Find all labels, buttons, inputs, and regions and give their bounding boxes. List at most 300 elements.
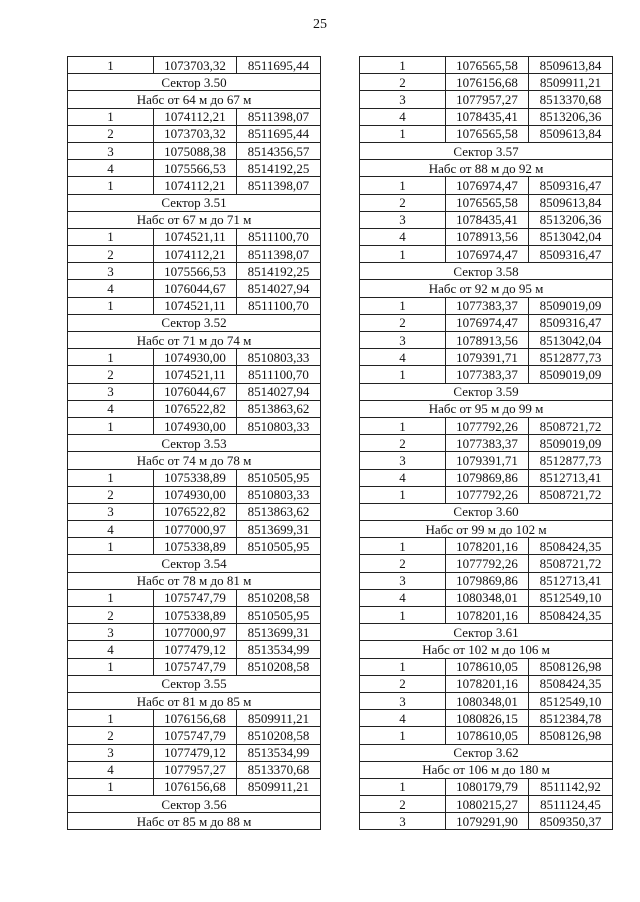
coordinate-row xyxy=(68,538,321,555)
x-coordinate: 1078913,56 xyxy=(446,332,529,349)
x-coordinate: 1075338,89 xyxy=(154,538,237,555)
point-number: 1 xyxy=(360,607,446,624)
coordinate-row xyxy=(360,589,613,606)
x-coordinate: 1075338,89 xyxy=(154,469,237,486)
coordinate-row xyxy=(68,125,321,142)
coordinate-row xyxy=(360,194,613,211)
point-number: 1 xyxy=(68,589,154,606)
height-range: Набс от 67 м до 71 м xyxy=(68,211,321,228)
y-coordinate: 8508126,98 xyxy=(529,658,613,675)
point-number: 4 xyxy=(360,710,446,727)
sector-heading-row xyxy=(68,435,321,452)
point-number: 1 xyxy=(68,658,154,675)
y-coordinate: 8510505,95 xyxy=(237,607,321,624)
y-coordinate: 8510208,58 xyxy=(237,658,321,675)
y-coordinate: 8509613,84 xyxy=(529,194,613,211)
range-heading-row xyxy=(68,332,321,349)
y-coordinate: 8510208,58 xyxy=(237,727,321,744)
point-number: 1 xyxy=(360,125,446,142)
x-coordinate: 1077957,27 xyxy=(154,761,237,778)
range-heading-row xyxy=(360,400,613,417)
range-heading-row xyxy=(68,813,321,830)
range-heading-row xyxy=(68,91,321,108)
coordinate-row xyxy=(360,125,613,142)
sector-heading-row xyxy=(360,744,613,761)
x-coordinate: 1073703,32 xyxy=(154,57,237,74)
page-number: 25 xyxy=(313,17,327,32)
height-range: Набс от 102 м до 106 м xyxy=(360,641,613,658)
point-number: 1 xyxy=(360,778,446,795)
coordinate-row xyxy=(360,211,613,228)
y-coordinate: 8510803,33 xyxy=(237,349,321,366)
sector-heading: Сектор 3.60 xyxy=(360,503,613,520)
x-coordinate: 1076156,68 xyxy=(154,778,237,795)
point-number: 2 xyxy=(360,675,446,692)
point-number: 4 xyxy=(360,228,446,245)
sector-heading-row xyxy=(68,675,321,692)
x-coordinate: 1074112,21 xyxy=(154,108,237,125)
coordinate-row xyxy=(68,641,321,658)
y-coordinate: 8514027,94 xyxy=(237,383,321,400)
y-coordinate: 8513206,36 xyxy=(529,211,613,228)
coordinate-row xyxy=(68,761,321,778)
point-number: 4 xyxy=(68,280,154,297)
coordinate-row xyxy=(68,263,321,280)
x-coordinate: 1075747,79 xyxy=(154,727,237,744)
sector-heading: Сектор 3.51 xyxy=(68,194,321,211)
point-number: 2 xyxy=(360,74,446,91)
x-coordinate: 1075566,53 xyxy=(154,263,237,280)
coordinate-row xyxy=(360,555,613,572)
coordinate-row xyxy=(360,710,613,727)
y-coordinate: 8511100,70 xyxy=(237,366,321,383)
x-coordinate: 1078435,41 xyxy=(446,211,529,228)
y-coordinate: 8513042,04 xyxy=(529,332,613,349)
point-number: 1 xyxy=(68,417,154,434)
coordinate-row xyxy=(360,727,613,744)
coordinate-row xyxy=(360,675,613,692)
coordinate-row xyxy=(360,297,613,314)
point-number: 2 xyxy=(68,727,154,744)
x-coordinate: 1077792,26 xyxy=(446,486,529,503)
point-number: 1 xyxy=(68,297,154,314)
point-number: 4 xyxy=(68,400,154,417)
point-number: 3 xyxy=(360,332,446,349)
y-coordinate: 8508126,98 xyxy=(529,727,613,744)
x-coordinate: 1077792,26 xyxy=(446,417,529,434)
coordinate-row xyxy=(360,778,613,795)
x-coordinate: 1076974,47 xyxy=(446,314,529,331)
point-number: 4 xyxy=(360,589,446,606)
coordinate-row xyxy=(360,349,613,366)
x-coordinate: 1074521,11 xyxy=(154,228,237,245)
coordinate-row xyxy=(68,589,321,606)
x-coordinate: 1076044,67 xyxy=(154,280,237,297)
point-number: 3 xyxy=(68,263,154,280)
y-coordinate: 8514356,57 xyxy=(237,142,321,159)
y-coordinate: 8510505,95 xyxy=(237,469,321,486)
point-number: 1 xyxy=(360,417,446,434)
coordinate-row xyxy=(360,246,613,263)
x-coordinate: 1076522,82 xyxy=(154,503,237,520)
y-coordinate: 8513370,68 xyxy=(237,761,321,778)
sector-heading: Сектор 3.55 xyxy=(68,675,321,692)
point-number: 1 xyxy=(68,469,154,486)
point-number: 1 xyxy=(68,177,154,194)
y-coordinate: 8508721,72 xyxy=(529,555,613,572)
y-coordinate: 8509613,84 xyxy=(529,125,613,142)
coordinate-row xyxy=(68,744,321,761)
point-number: 1 xyxy=(360,727,446,744)
x-coordinate: 1076974,47 xyxy=(446,177,529,194)
y-coordinate: 8513206,36 xyxy=(529,108,613,125)
height-range: Набс от 99 м до 102 м xyxy=(360,521,613,538)
x-coordinate: 1080348,01 xyxy=(446,692,529,709)
point-number: 2 xyxy=(68,607,154,624)
y-coordinate: 8509911,21 xyxy=(237,710,321,727)
y-coordinate: 8510208,58 xyxy=(237,589,321,606)
coordinate-row xyxy=(68,400,321,417)
x-coordinate: 1077383,37 xyxy=(446,435,529,452)
sector-heading-row xyxy=(360,503,613,520)
point-number: 2 xyxy=(360,194,446,211)
x-coordinate: 1075747,79 xyxy=(154,589,237,606)
coordinate-row xyxy=(68,486,321,503)
y-coordinate: 8512713,41 xyxy=(529,469,613,486)
height-range: Набс от 88 м до 92 м xyxy=(360,160,613,177)
coordinate-row xyxy=(68,366,321,383)
y-coordinate: 8512877,73 xyxy=(529,349,613,366)
coordinate-row xyxy=(68,142,321,159)
y-coordinate: 8511695,44 xyxy=(237,57,321,74)
height-range: Набс от 85 м до 88 м xyxy=(68,813,321,830)
y-coordinate: 8511398,07 xyxy=(237,177,321,194)
coordinate-row xyxy=(360,607,613,624)
point-number: 4 xyxy=(68,641,154,658)
x-coordinate: 1080826,15 xyxy=(446,710,529,727)
x-coordinate: 1076156,68 xyxy=(446,74,529,91)
coordinate-row xyxy=(68,727,321,744)
x-coordinate: 1077479,12 xyxy=(154,744,237,761)
coordinate-row xyxy=(68,246,321,263)
x-coordinate: 1077957,27 xyxy=(446,91,529,108)
x-coordinate: 1074930,00 xyxy=(154,417,237,434)
point-number: 1 xyxy=(68,228,154,245)
sector-heading-row xyxy=(68,796,321,813)
coordinate-row xyxy=(68,778,321,795)
y-coordinate: 8513534,99 xyxy=(237,744,321,761)
y-coordinate: 8509911,21 xyxy=(237,778,321,795)
x-coordinate: 1074112,21 xyxy=(154,177,237,194)
coordinate-row xyxy=(68,710,321,727)
point-number: 3 xyxy=(68,142,154,159)
coordinate-row xyxy=(360,658,613,675)
coordinate-row xyxy=(360,796,613,813)
y-coordinate: 8511695,44 xyxy=(237,125,321,142)
range-heading-row xyxy=(68,452,321,469)
y-coordinate: 8513042,04 xyxy=(529,228,613,245)
coordinate-row xyxy=(68,297,321,314)
y-coordinate: 8509019,09 xyxy=(529,366,613,383)
coordinate-row xyxy=(360,57,613,74)
x-coordinate: 1077383,37 xyxy=(446,297,529,314)
range-heading-row xyxy=(360,521,613,538)
y-coordinate: 8513863,62 xyxy=(237,400,321,417)
height-range: Набс от 78 м до 81 м xyxy=(68,572,321,589)
x-coordinate: 1076044,67 xyxy=(154,383,237,400)
coordinate-row xyxy=(360,74,613,91)
sector-heading: Сектор 3.50 xyxy=(68,74,321,91)
coordinate-row xyxy=(68,349,321,366)
sector-heading: Сектор 3.58 xyxy=(360,263,613,280)
point-number: 1 xyxy=(68,57,154,74)
point-number: 2 xyxy=(360,555,446,572)
x-coordinate: 1074930,00 xyxy=(154,349,237,366)
point-number: 1 xyxy=(360,486,446,503)
coordinate-row xyxy=(360,108,613,125)
y-coordinate: 8513534,99 xyxy=(237,641,321,658)
x-coordinate: 1078435,41 xyxy=(446,108,529,125)
x-coordinate: 1076565,58 xyxy=(446,194,529,211)
point-number: 3 xyxy=(360,452,446,469)
coordinate-row xyxy=(68,177,321,194)
y-coordinate: 8511398,07 xyxy=(237,246,321,263)
y-coordinate: 8514027,94 xyxy=(237,280,321,297)
point-number: 2 xyxy=(68,366,154,383)
point-number: 3 xyxy=(360,91,446,108)
y-coordinate: 8509019,09 xyxy=(529,297,613,314)
sector-heading-row xyxy=(360,263,613,280)
point-number: 3 xyxy=(68,744,154,761)
point-number: 4 xyxy=(360,469,446,486)
x-coordinate: 1079291,90 xyxy=(446,813,529,830)
x-coordinate: 1075338,89 xyxy=(154,607,237,624)
right-coordinates-table xyxy=(359,56,613,830)
coordinate-row xyxy=(68,624,321,641)
x-coordinate: 1074930,00 xyxy=(154,486,237,503)
sector-heading-row xyxy=(360,624,613,641)
point-number: 2 xyxy=(360,314,446,331)
x-coordinate: 1077000,97 xyxy=(154,521,237,538)
coordinate-row xyxy=(68,160,321,177)
y-coordinate: 8514192,25 xyxy=(237,160,321,177)
sector-heading: Сектор 3.53 xyxy=(68,435,321,452)
coordinate-row xyxy=(68,228,321,245)
y-coordinate: 8510803,33 xyxy=(237,486,321,503)
point-number: 1 xyxy=(68,778,154,795)
y-coordinate: 8511100,70 xyxy=(237,228,321,245)
point-number: 3 xyxy=(360,813,446,830)
coordinate-row xyxy=(68,280,321,297)
point-number: 2 xyxy=(68,246,154,263)
point-number: 1 xyxy=(360,57,446,74)
sector-heading: Сектор 3.57 xyxy=(360,142,613,159)
x-coordinate: 1077479,12 xyxy=(154,641,237,658)
x-coordinate: 1079869,86 xyxy=(446,572,529,589)
coordinate-row xyxy=(360,452,613,469)
coordinate-row xyxy=(68,469,321,486)
coordinate-row xyxy=(68,521,321,538)
point-number: 1 xyxy=(360,246,446,263)
y-coordinate: 8509019,09 xyxy=(529,435,613,452)
height-range: Набс от 92 м до 95 м xyxy=(360,280,613,297)
left-coordinates-table xyxy=(67,56,321,830)
coordinate-row xyxy=(360,228,613,245)
x-coordinate: 1078201,16 xyxy=(446,607,529,624)
height-range: Набс от 74 м до 78 м xyxy=(68,452,321,469)
point-number: 2 xyxy=(68,486,154,503)
point-number: 3 xyxy=(360,211,446,228)
coordinate-row xyxy=(360,417,613,434)
x-coordinate: 1074521,11 xyxy=(154,297,237,314)
y-coordinate: 8508424,35 xyxy=(529,607,613,624)
point-number: 1 xyxy=(360,177,446,194)
coordinate-row xyxy=(360,177,613,194)
x-coordinate: 1078610,05 xyxy=(446,658,529,675)
sector-heading-row xyxy=(68,555,321,572)
y-coordinate: 8510803,33 xyxy=(237,417,321,434)
sector-heading-row xyxy=(68,74,321,91)
range-heading-row xyxy=(360,160,613,177)
x-coordinate: 1076565,58 xyxy=(446,125,529,142)
x-coordinate: 1078913,56 xyxy=(446,228,529,245)
sector-heading: Сектор 3.54 xyxy=(68,555,321,572)
range-heading-row xyxy=(360,641,613,658)
y-coordinate: 8509911,21 xyxy=(529,74,613,91)
point-number: 4 xyxy=(68,521,154,538)
x-coordinate: 1077000,97 xyxy=(154,624,237,641)
coordinate-row xyxy=(360,366,613,383)
point-number: 3 xyxy=(68,383,154,400)
y-coordinate: 8513863,62 xyxy=(237,503,321,520)
coordinate-row xyxy=(360,469,613,486)
y-coordinate: 8508721,72 xyxy=(529,417,613,434)
point-number: 1 xyxy=(360,658,446,675)
point-number: 1 xyxy=(68,538,154,555)
coordinate-row xyxy=(68,57,321,74)
point-number: 2 xyxy=(68,125,154,142)
x-coordinate: 1077792,26 xyxy=(446,555,529,572)
x-coordinate: 1076156,68 xyxy=(154,710,237,727)
sector-heading: Сектор 3.56 xyxy=(68,796,321,813)
y-coordinate: 8511124,45 xyxy=(529,796,613,813)
point-number: 1 xyxy=(68,710,154,727)
x-coordinate: 1079391,71 xyxy=(446,452,529,469)
y-coordinate: 8509316,47 xyxy=(529,177,613,194)
y-coordinate: 8511142,92 xyxy=(529,778,613,795)
x-coordinate: 1075566,53 xyxy=(154,160,237,177)
point-number: 1 xyxy=(68,108,154,125)
y-coordinate: 8509316,47 xyxy=(529,246,613,263)
sector-heading-row xyxy=(68,314,321,331)
coordinate-row xyxy=(360,435,613,452)
sector-heading: Сектор 3.62 xyxy=(360,744,613,761)
height-range: Набс от 81 м до 85 м xyxy=(68,692,321,709)
point-number: 1 xyxy=(360,366,446,383)
y-coordinate: 8513370,68 xyxy=(529,91,613,108)
point-number: 3 xyxy=(68,503,154,520)
sector-heading-row xyxy=(360,142,613,159)
y-coordinate: 8509613,84 xyxy=(529,57,613,74)
y-coordinate: 8511100,70 xyxy=(237,297,321,314)
point-number: 3 xyxy=(68,624,154,641)
point-number: 1 xyxy=(360,297,446,314)
x-coordinate: 1075088,38 xyxy=(154,142,237,159)
y-coordinate: 8509316,47 xyxy=(529,314,613,331)
y-coordinate: 8510505,95 xyxy=(237,538,321,555)
x-coordinate: 1074521,11 xyxy=(154,366,237,383)
y-coordinate: 8508424,35 xyxy=(529,538,613,555)
point-number: 2 xyxy=(360,435,446,452)
coordinate-row xyxy=(68,383,321,400)
height-range: Набс от 95 м до 99 м xyxy=(360,400,613,417)
x-coordinate: 1079391,71 xyxy=(446,349,529,366)
y-coordinate: 8512549,10 xyxy=(529,589,613,606)
x-coordinate: 1075747,79 xyxy=(154,658,237,675)
y-coordinate: 8508721,72 xyxy=(529,486,613,503)
sector-heading: Сектор 3.59 xyxy=(360,383,613,400)
point-number: 3 xyxy=(360,692,446,709)
point-number: 2 xyxy=(360,796,446,813)
sector-heading: Сектор 3.61 xyxy=(360,624,613,641)
range-heading-row xyxy=(360,761,613,778)
point-number: 4 xyxy=(360,349,446,366)
y-coordinate: 8511398,07 xyxy=(237,108,321,125)
height-range: Набс от 106 м до 180 м xyxy=(360,761,613,778)
y-coordinate: 8508424,35 xyxy=(529,675,613,692)
x-coordinate: 1078610,05 xyxy=(446,727,529,744)
y-coordinate: 8513699,31 xyxy=(237,624,321,641)
range-heading-row xyxy=(68,692,321,709)
range-heading-row xyxy=(360,280,613,297)
y-coordinate: 8513699,31 xyxy=(237,521,321,538)
sector-heading: Сектор 3.52 xyxy=(68,314,321,331)
coordinate-row xyxy=(360,332,613,349)
y-coordinate: 8512713,41 xyxy=(529,572,613,589)
x-coordinate: 1076522,82 xyxy=(154,400,237,417)
coordinate-row xyxy=(360,91,613,108)
height-range: Набс от 64 м до 67 м xyxy=(68,91,321,108)
coordinate-row xyxy=(360,813,613,830)
coordinate-row xyxy=(360,314,613,331)
range-heading-row xyxy=(68,572,321,589)
point-number: 4 xyxy=(68,160,154,177)
y-coordinate: 8512549,10 xyxy=(529,692,613,709)
x-coordinate: 1076974,47 xyxy=(446,246,529,263)
coordinate-row xyxy=(68,503,321,520)
y-coordinate: 8512877,73 xyxy=(529,452,613,469)
point-number: 4 xyxy=(68,761,154,778)
sector-heading-row xyxy=(68,194,321,211)
coordinate-row xyxy=(68,417,321,434)
point-number: 1 xyxy=(68,349,154,366)
coordinate-row xyxy=(68,658,321,675)
coordinate-row xyxy=(360,538,613,555)
x-coordinate: 1078201,16 xyxy=(446,675,529,692)
x-coordinate: 1080215,27 xyxy=(446,796,529,813)
y-coordinate: 8514192,25 xyxy=(237,263,321,280)
range-heading-row xyxy=(68,211,321,228)
x-coordinate: 1079869,86 xyxy=(446,469,529,486)
sector-heading-row xyxy=(360,383,613,400)
x-coordinate: 1076565,58 xyxy=(446,57,529,74)
x-coordinate: 1080179,79 xyxy=(446,778,529,795)
height-range: Набс от 71 м до 74 м xyxy=(68,332,321,349)
coordinate-row xyxy=(360,486,613,503)
y-coordinate: 8509350,37 xyxy=(529,813,613,830)
x-coordinate: 1074112,21 xyxy=(154,246,237,263)
point-number: 3 xyxy=(360,572,446,589)
